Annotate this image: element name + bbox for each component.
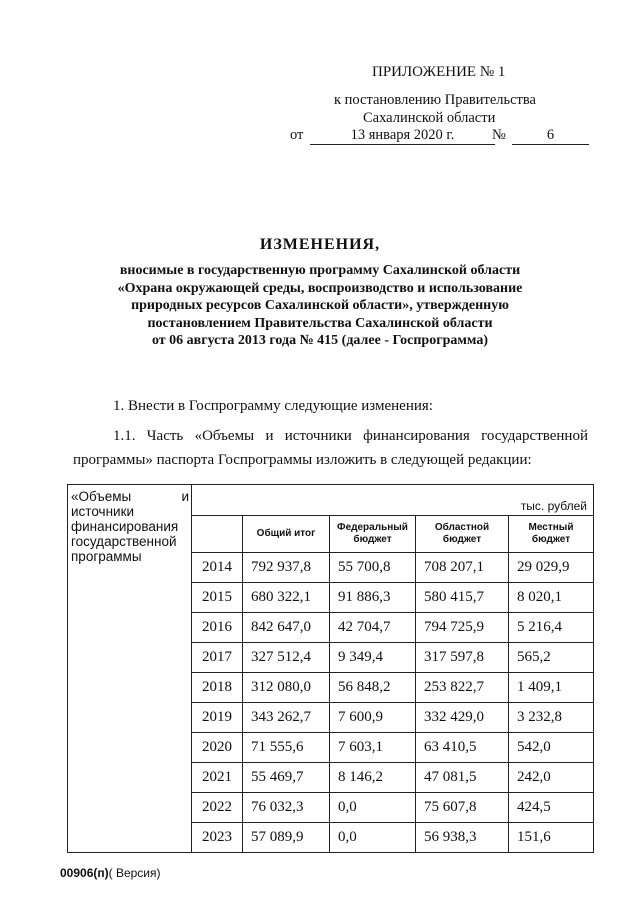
year-cell: 2021 [192,763,243,793]
local-cell: 565,2 [509,643,594,673]
financing-label-cell [68,485,192,853]
local-cell: 242,0 [509,763,594,793]
local-cell: 8 020,1 [509,583,594,613]
total-cell: 55 469,7 [243,763,330,793]
subtitle-line: постановлением Правительства Сахалинской области [147,315,493,331]
regional-cell: 794 725,9 [416,613,509,643]
paragraph-1-1: 1.1. Часть «Объемы и источники финансирования государственной [113,428,588,444]
subtitle-line: природных ресурсов Сахалинской области», утвержденную [131,298,509,313]
year-cell: 2020 [192,733,243,763]
federal-cell: 7 603,1 [330,733,416,763]
resolution-number: 6 [512,127,589,145]
number-label: № [492,127,506,143]
year-cell: 2022 [192,793,243,823]
year-cell: 2014 [192,553,243,583]
column-header: Областной бюджет [416,516,509,553]
label-line: источники [71,504,135,519]
regional-cell: 332 429,0 [416,703,509,733]
total-cell: 842 647,0 [243,613,330,643]
federal-cell: 42 704,7 [330,613,416,643]
regional-cell: 580 415,7 [416,583,509,613]
unit-label: тыс. рублей [192,485,594,516]
resolution-date: 13 января 2020 г. [310,127,495,145]
label-line: государственной [71,534,177,549]
document-title: ИЗМЕНЕНИЯ, [259,236,381,253]
federal-cell: 8 146,2 [330,763,416,793]
federal-cell: 9 349,4 [330,643,416,673]
total-cell: 343 262,7 [243,703,330,733]
local-cell: 29 029,9 [509,553,594,583]
regional-cell: 63 410,5 [416,733,509,763]
federal-cell: 0,0 [330,823,416,853]
column-header: Федеральный бюджет [330,516,416,553]
regional-cell: 75 607,8 [416,793,509,823]
subtitle-line: от 06 августа 2013 года № 415 (далее - Госпрограмма) [151,333,489,348]
regional-cell: 47 081,5 [416,763,509,793]
total-cell: 792 937,8 [243,553,330,583]
label-line: программы [71,549,142,564]
year-cell: 2019 [192,703,243,733]
local-cell: 3 232,8 [509,703,594,733]
subtitle-line: вносимые в государственную программу Сахалинской области [119,263,521,278]
local-cell: 151,6 [509,823,594,853]
column-header-year [192,516,243,553]
paragraph-1-1-continued: программы» паспорта Госпрограммы изложить в следующей редакции: [73,452,532,468]
from-label: от [290,127,304,143]
regional-cell: 708 207,1 [416,553,509,583]
total-cell: 76 032,3 [243,793,330,823]
regional-cell: 317 597,8 [416,643,509,673]
local-cell: 1 409,1 [509,673,594,703]
column-header: Общий итог [243,516,330,553]
resolution-date-row [290,127,590,147]
total-cell: 680 322,1 [243,583,330,613]
federal-cell: 56 848,2 [330,673,416,703]
region-name: Сахалинской области [363,110,496,126]
financing-table [67,484,594,853]
column-header: Местный бюджет [509,516,594,553]
label-word: «Объемы [71,489,132,504]
federal-cell: 7 600,9 [330,703,416,733]
subtitle-line: «Охрана окружающей среды, воспроизводство и использование [117,280,523,296]
year-cell: 2018 [192,673,243,703]
appendix-title: ПРИЛОЖЕНИЕ № 1 [372,64,506,80]
document-subtitle [80,262,560,350]
year-cell: 2023 [192,823,243,853]
regional-cell: 56 938,3 [416,823,509,853]
local-cell: 542,0 [509,733,594,763]
label-word: и [181,489,189,504]
resolution-reference: к постановлению Правительства [334,92,536,108]
total-cell: 71 555,6 [243,733,330,763]
paragraph-1: 1. Внести в Госпрограмму следующие изменения: [113,398,433,414]
federal-cell: 91 886,3 [330,583,416,613]
document-code [60,866,161,880]
year-cell: 2016 [192,613,243,643]
total-cell: 327 512,4 [243,643,330,673]
year-cell: 2017 [192,643,243,673]
federal-cell: 55 700,8 [330,553,416,583]
total-cell: 312 080,0 [243,673,330,703]
label-line: финансирования [71,519,179,534]
federal-cell: 0,0 [330,793,416,823]
footer-code: 00906(п) [60,866,109,880]
local-cell: 424,5 [509,793,594,823]
regional-cell: 253 822,7 [416,673,509,703]
footer-version: ( Версия) [108,866,161,880]
year-cell: 2015 [192,583,243,613]
local-cell: 5 216,4 [509,613,594,643]
total-cell: 57 089,9 [243,823,330,853]
